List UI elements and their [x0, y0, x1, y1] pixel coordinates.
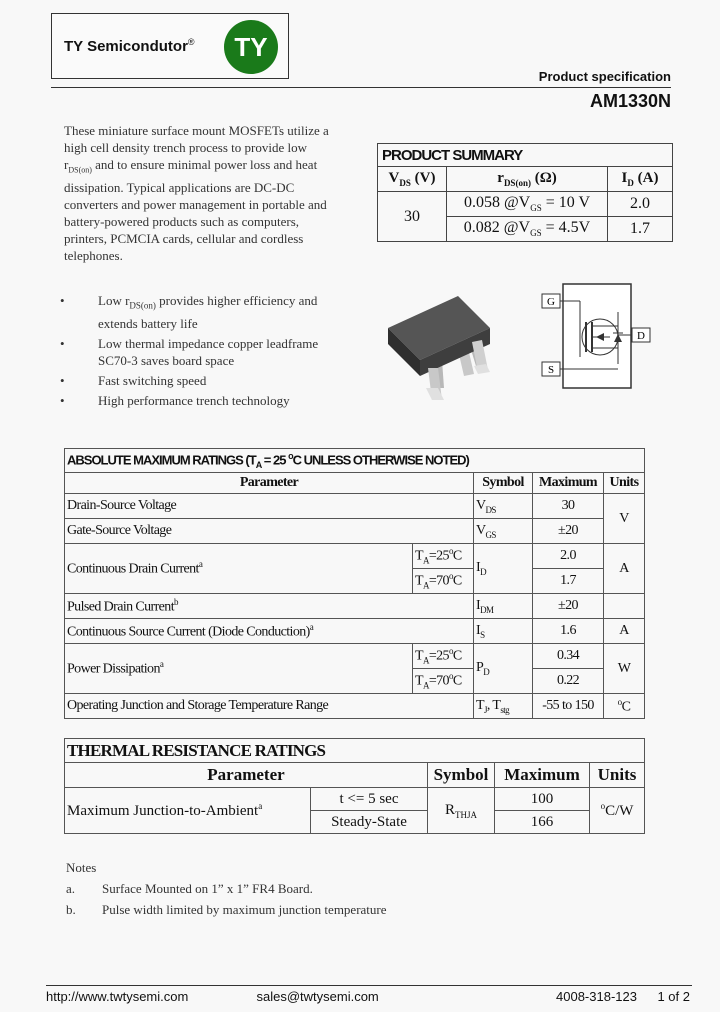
table-row: Gate-Source Voltage $V_{GS}$ ±20: [65, 519, 645, 544]
table-row: $T_A=70^oC$ 1.7: [65, 569, 645, 594]
footer-email[interactable]: sales@twtysemi.com: [256, 989, 379, 1004]
list-item: • Low $r_{DS(on)}$ provides higher efficiency and extends battery life: [60, 293, 318, 331]
pin-g: G: [547, 296, 555, 308]
col-header: Symbol: [428, 763, 495, 788]
table-row: Maximum Junction-to-Ambient$^a$ t <= 5 sec $R_{THJA}$ 100 $^o$C/W: [65, 788, 645, 811]
product-specification-label: Product specification: [538, 69, 671, 84]
col-header: Parameter: [65, 763, 428, 788]
table-row: $T_A=70^oC$ 0.22: [65, 669, 645, 694]
company-logo: TY: [224, 20, 278, 74]
footer: [46, 989, 690, 1004]
footer-url[interactable]: http://www.twtysemi.com: [46, 989, 189, 1004]
list-item: • High performance trench technology: [60, 392, 290, 408]
footer-phone: 4008-318-123: [556, 989, 637, 1004]
summary-title: PRODUCT SUMMARY: [378, 144, 673, 167]
pin-d: D: [637, 330, 645, 342]
table-row: Operating Junction and Storage Temperature Range $T_J$, $T_{stg}$ -55 to 150 $^o$C: [65, 694, 645, 719]
mosfet-schematic: [540, 282, 655, 392]
table-row: Pulsed Drain Current$^b$ $I_{DM}$ ±20: [65, 594, 645, 619]
table-row: Continuous Source Current (Diode Conduction)$^a$ $I_S$ 1.6 A: [65, 619, 645, 644]
col-header: Maximum: [495, 763, 590, 788]
table-row: Continuous Drain Current$^a$ $T_A=25^oC$ $I_D$ 2.0 A: [65, 544, 645, 569]
table-row: Power Dissipation$^a$ $T_A=25^oC$ $P_D$ 0.34 W: [65, 644, 645, 669]
description: These miniature surface mount MOSFETs utilize a high cell density trench process to provide low $r_{DS(on)}$ and to ensure minimal power loss and heat dissipation. Typical applications are DC-DC converters and power management in portable and battery-powered products such as computers, printers, PCMCIA cards, cellular and cordless telephones.: [64, 123, 329, 263]
header-divider: [51, 87, 671, 88]
table-row: Drain-Source Voltage $V_{DS}$ 30 V: [65, 494, 645, 519]
col-header: Symbol: [474, 473, 533, 494]
table-row: Steady-State 166: [65, 811, 645, 834]
abs-title: ABSOLUTE MAXIMUM RATINGS ($T_A = 25$ $^o$C UNLESS OTHERWISE NOTED): [65, 449, 645, 473]
list-item: • Low thermal impedance copper leadframe SC70-3 saves board space: [60, 335, 319, 368]
summary-vds: 30: [378, 192, 447, 242]
footer-divider: [46, 985, 692, 986]
company-name: TY Semicondutor®: [64, 37, 195, 55]
absolute-maximum-ratings-table: [64, 448, 645, 719]
page-number: 1 of 2: [657, 989, 690, 1004]
thermal-resistance-table: [64, 738, 645, 834]
pin-s: S: [547, 364, 555, 376]
product-summary-table: PRODUCT SUMMARY $V_{DS}$ (V) $r_{DS(on)}$ (Ω) $I_D$ (A) 30 0.058 $@V_{GS} = 10$ V 2.0 0.082 $@V_{GS} = 4.5V$ 1.7: [377, 143, 673, 242]
col-header: Units: [590, 763, 645, 788]
col-header: Units: [604, 473, 645, 494]
sc70-package-image: [380, 288, 495, 408]
col-header: Parameter: [65, 473, 474, 494]
part-number: AM1330N: [589, 91, 671, 111]
notes: Notes a. Surface Mounted on 1” x 1” FR4 Board. b. Pulse width limited by maximum junction temperature: [66, 860, 387, 917]
features-list: [56, 292, 346, 412]
col-header: Maximum: [533, 473, 604, 494]
thermal-title: THERMAL RESISTANCE RATINGS: [65, 739, 645, 763]
list-item: • Fast switching speed: [60, 372, 207, 388]
